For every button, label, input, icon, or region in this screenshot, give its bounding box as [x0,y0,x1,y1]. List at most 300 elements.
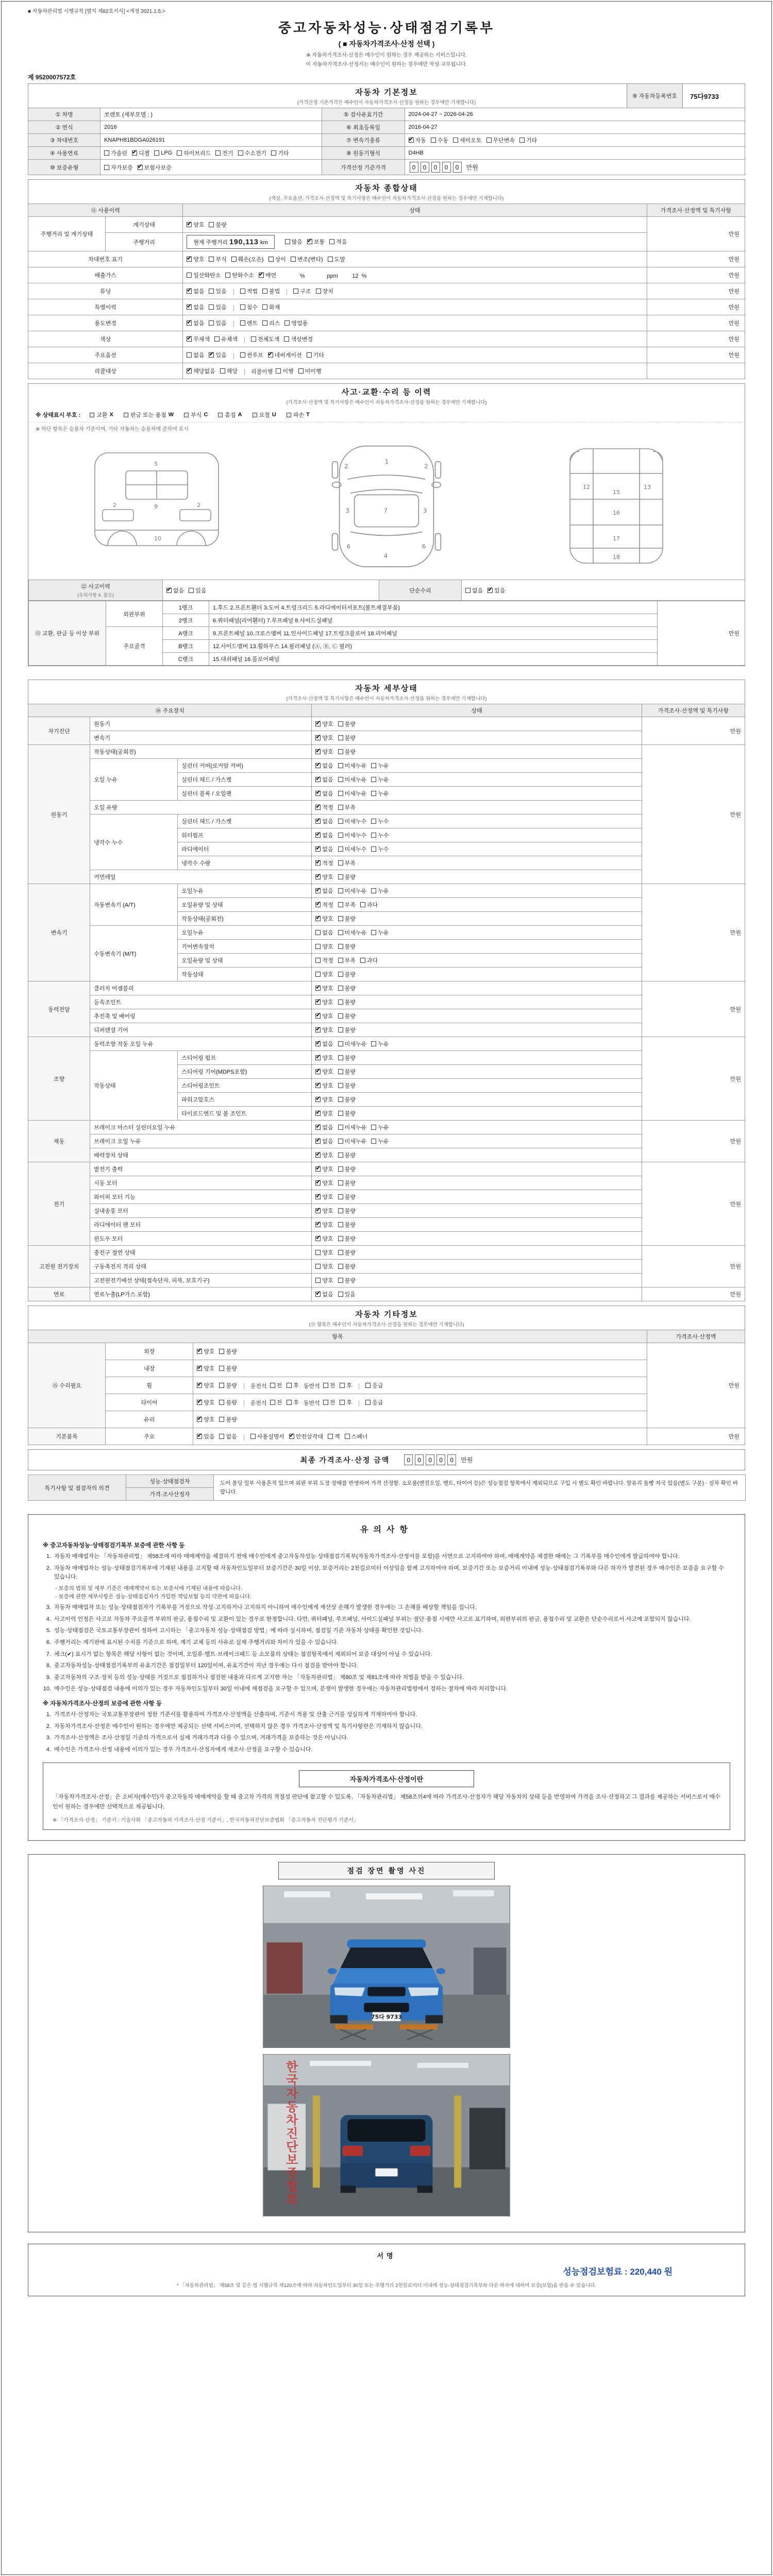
checkbox-option[interactable] [197,1432,214,1440]
checkbox-option[interactable] [291,255,323,263]
checkbox-icon[interactable] [268,257,274,262]
checkbox-option[interactable] [219,1398,237,1406]
checkbox-option[interactable] [338,914,356,923]
checkbox-icon[interactable] [270,1383,275,1388]
checkbox-icon[interactable] [338,1027,343,1032]
checkbox-option[interactable] [338,1262,356,1270]
checkbox-option[interactable] [219,1381,237,1389]
checkbox-icon[interactable] [338,1278,343,1283]
checkbox-icon[interactable] [315,944,321,949]
checkbox-icon[interactable] [338,888,343,893]
checkbox-option[interactable] [338,1109,356,1117]
checkbox-icon[interactable] [104,150,109,156]
checkbox-option[interactable] [371,887,389,895]
checkbox-option[interactable] [315,831,333,839]
checkbox-option[interactable] [197,1398,214,1406]
checkbox-option[interactable] [276,367,293,375]
checkbox-icon[interactable] [291,257,296,262]
checkbox-icon[interactable] [338,833,343,838]
checkbox-icon[interactable] [371,888,376,893]
checkbox-icon[interactable] [338,986,343,991]
checkbox-icon[interactable] [365,1383,371,1388]
checked-checkbox-icon[interactable] [289,1434,294,1439]
checkbox-option[interactable] [338,1123,367,1131]
checked-checkbox-icon[interactable] [488,588,493,593]
checkbox-icon[interactable] [240,289,245,294]
checked-checkbox-icon[interactable] [307,239,312,244]
checkbox-icon[interactable] [338,749,343,754]
checkbox-icon[interactable] [214,336,220,342]
checkbox-option[interactable] [315,734,333,742]
checkbox-option[interactable] [219,1347,237,1355]
checked-checkbox-icon[interactable] [315,805,321,810]
checkbox-option[interactable] [240,319,258,327]
checkbox-option[interactable] [187,221,204,229]
checkbox-option[interactable] [315,942,333,951]
checkbox-option[interactable] [329,238,347,246]
checkbox-option[interactable] [104,163,133,172]
checkbox-option[interactable] [340,1398,352,1406]
checked-checkbox-icon[interactable] [409,138,414,143]
checkbox-icon[interactable] [323,1383,328,1388]
checkbox-icon[interactable] [225,273,230,278]
checkbox-option[interactable] [338,761,367,770]
checkbox-option[interactable] [323,1381,335,1389]
checked-checkbox-icon[interactable] [315,1083,321,1088]
checkbox-icon[interactable] [338,1166,343,1172]
checkbox-icon[interactable] [365,1400,371,1405]
checkbox-option[interactable] [315,1262,333,1270]
checkbox-option[interactable] [338,1151,356,1159]
checkbox-option[interactable] [315,1290,333,1298]
checked-checkbox-icon[interactable] [187,222,192,227]
checkbox-option[interactable] [315,1193,333,1201]
checkbox-option[interactable] [315,748,333,756]
checkbox-icon[interactable] [315,1250,321,1255]
checked-checkbox-icon[interactable] [315,1013,321,1019]
checkbox-option[interactable] [338,720,356,728]
checked-checkbox-icon[interactable] [315,902,321,907]
checkbox-option[interactable] [219,1364,237,1372]
checkbox-icon[interactable] [323,1400,328,1405]
checked-checkbox-icon[interactable] [197,1434,202,1439]
checkbox-option[interactable] [371,831,389,839]
checkbox-option[interactable] [262,303,280,311]
checkbox-option[interactable] [315,761,333,770]
checkbox-icon[interactable] [287,1383,292,1388]
checked-checkbox-icon[interactable] [132,150,137,156]
checkbox-icon[interactable] [315,1264,321,1269]
checkbox-icon[interactable] [465,588,470,593]
checkbox-icon[interactable] [338,819,343,824]
checkbox-option[interactable] [138,163,172,172]
checkbox-icon[interactable] [209,289,214,294]
checkbox-icon[interactable] [220,368,225,374]
checkbox-option[interactable] [209,287,226,295]
checkbox-icon[interactable] [262,320,267,326]
checkbox-icon[interactable] [338,944,343,949]
checkbox-icon[interactable] [486,138,492,143]
checkbox-option[interactable] [338,1290,356,1298]
checkbox-option[interactable] [315,873,333,881]
checkbox-option[interactable] [371,775,389,784]
checkbox-icon[interactable] [219,1366,224,1371]
checkbox-option[interactable] [315,1054,333,1062]
checkbox-option[interactable] [315,970,333,978]
checkbox-icon[interactable] [293,289,298,294]
checkbox-option[interactable] [338,984,356,992]
checkbox-option[interactable] [315,789,333,798]
checkbox-option[interactable] [262,287,280,295]
checkbox-icon[interactable] [219,1383,224,1388]
checkbox-icon[interactable] [240,320,245,326]
checked-checkbox-icon[interactable] [315,1153,321,1158]
checkbox-icon[interactable] [328,1434,333,1439]
checkbox-icon[interactable] [338,958,343,963]
checkbox-option[interactable] [315,1151,333,1159]
checkbox-option[interactable] [315,1234,333,1243]
checkbox-option[interactable] [289,1432,323,1440]
checkbox-option[interactable] [338,734,356,742]
checkbox-icon[interactable] [338,860,343,866]
checkbox-option[interactable] [197,1381,214,1389]
checkbox-icon[interactable] [371,763,376,768]
checked-checkbox-icon[interactable] [315,749,321,754]
checkbox-option[interactable] [315,1207,333,1215]
checkbox-option[interactable] [251,335,280,343]
checkbox-icon[interactable] [338,1264,343,1269]
checkbox-option[interactable] [215,149,233,157]
checkbox-option[interactable] [132,149,149,157]
checkbox-option[interactable] [338,859,356,867]
checkbox-option[interactable] [154,150,172,156]
checkbox-option[interactable] [338,817,367,825]
checkbox-icon[interactable] [338,1153,343,1158]
checkbox-option[interactable] [197,1364,214,1372]
checkbox-icon[interactable] [338,763,343,768]
checkbox-icon[interactable] [338,777,343,782]
checkbox-option[interactable] [371,1040,389,1048]
checkbox-option[interactable] [453,136,482,144]
checkbox-icon[interactable] [262,304,267,310]
checkbox-option[interactable] [166,586,184,595]
checkbox-icon[interactable] [340,1400,345,1405]
checkbox-option[interactable] [338,831,367,839]
checkbox-icon[interactable] [338,1111,343,1116]
checked-checkbox-icon[interactable] [315,1180,321,1185]
checked-checkbox-icon[interactable] [315,777,321,782]
checkbox-option[interactable] [315,859,333,867]
checkbox-icon[interactable] [338,721,343,726]
checkbox-option[interactable] [338,1165,356,1173]
checkbox-icon[interactable] [371,833,376,838]
checkbox-option[interactable] [307,238,325,246]
checkbox-option[interactable] [338,1054,356,1062]
checked-checkbox-icon[interactable] [315,860,321,866]
checkbox-icon[interactable] [338,1097,343,1102]
checkbox-icon[interactable] [219,1417,224,1422]
checkbox-option[interactable] [225,271,254,279]
checkbox-option[interactable] [315,914,333,923]
checkbox-option[interactable] [338,789,367,798]
checkbox-icon[interactable] [338,1013,343,1019]
checkbox-option[interactable] [209,303,226,311]
checkbox-option[interactable] [315,1095,333,1104]
checked-checkbox-icon[interactable] [315,1055,321,1060]
checkbox-option[interactable] [209,319,226,327]
checkbox-option[interactable] [268,351,302,359]
checkbox-option[interactable] [431,136,448,144]
checked-checkbox-icon[interactable] [315,1097,321,1102]
checked-checkbox-icon[interactable] [197,1383,202,1388]
checkbox-icon[interactable] [177,150,182,156]
checked-checkbox-icon[interactable] [138,165,143,170]
checked-checkbox-icon[interactable] [315,735,321,740]
checkbox-icon[interactable] [431,138,436,143]
checkbox-icon[interactable] [371,819,376,824]
checkbox-option[interactable] [338,1081,356,1090]
checkbox-option[interactable] [268,255,286,263]
checkbox-option[interactable] [345,1432,368,1440]
checkbox-option[interactable] [338,775,367,784]
checkbox-option[interactable] [270,1381,282,1389]
checkbox-option[interactable] [338,1221,356,1229]
checkbox-icon[interactable] [371,1139,376,1144]
checked-checkbox-icon[interactable] [315,1069,321,1074]
checkbox-option[interactable] [338,1095,356,1104]
checkbox-icon[interactable] [315,972,321,977]
checkbox-icon[interactable] [338,1041,343,1046]
checkbox-option[interactable] [316,287,333,295]
checkbox-icon[interactable] [338,735,343,740]
checkbox-option[interactable] [338,803,356,811]
checkbox-icon[interactable] [338,1083,343,1088]
checkbox-icon[interactable] [338,1125,343,1130]
checked-checkbox-icon[interactable] [259,273,264,278]
checkbox-option[interactable] [287,1381,299,1389]
checked-checkbox-icon[interactable] [315,721,321,726]
checkbox-option[interactable] [315,1248,333,1257]
checked-checkbox-icon[interactable] [315,1041,321,1046]
checkbox-icon[interactable] [209,257,214,262]
checkbox-icon[interactable] [307,352,312,358]
checkbox-option[interactable] [365,1381,383,1389]
checkbox-option[interactable] [371,1137,389,1145]
checked-checkbox-icon[interactable] [315,1222,321,1227]
checkbox-option[interactable] [486,136,515,144]
checked-checkbox-icon[interactable] [315,874,321,879]
checkbox-option[interactable] [323,1398,335,1406]
checkbox-icon[interactable] [189,588,194,593]
checkbox-icon[interactable] [338,1236,343,1241]
checked-checkbox-icon[interactable] [187,368,192,374]
checkbox-option[interactable] [315,1179,333,1187]
checkbox-option[interactable] [338,901,356,909]
checkbox-option[interactable] [338,956,356,964]
checkbox-option[interactable] [371,817,389,825]
checkbox-option[interactable] [240,303,258,311]
checkbox-option[interactable] [409,136,426,144]
checkbox-option[interactable] [328,1432,340,1440]
checkbox-icon[interactable] [371,791,376,796]
checkbox-option[interactable] [315,1026,333,1034]
checkbox-option[interactable] [338,1067,356,1076]
checked-checkbox-icon[interactable] [187,336,192,342]
checkbox-option[interactable] [209,351,226,359]
checked-checkbox-icon[interactable] [315,1125,321,1130]
checkbox-option[interactable] [338,1040,367,1048]
checkbox-option[interactable] [338,942,356,951]
checkbox-option[interactable] [338,887,367,895]
checkbox-option[interactable] [187,319,204,327]
checked-checkbox-icon[interactable] [315,763,321,768]
checkbox-icon[interactable] [231,257,237,262]
checked-checkbox-icon[interactable] [315,916,321,921]
checkbox-icon[interactable] [219,1434,224,1439]
checkbox-option[interactable] [231,255,264,263]
checkbox-icon[interactable] [329,239,334,244]
checkbox-option[interactable] [338,1026,356,1034]
checkbox-option[interactable] [262,319,280,327]
checkbox-option[interactable] [338,1234,356,1243]
checkbox-icon[interactable] [271,150,276,156]
checkbox-option[interactable] [285,238,303,246]
checked-checkbox-icon[interactable] [209,352,214,358]
checkbox-icon[interactable] [284,320,290,326]
checkbox-option[interactable] [315,1221,333,1229]
checkbox-icon[interactable] [285,239,290,244]
checkbox-option[interactable] [104,149,127,157]
checkbox-option[interactable] [315,901,333,909]
checkbox-option[interactable] [360,956,378,964]
checkbox-option[interactable] [197,1415,214,1423]
checkbox-icon[interactable] [338,1069,343,1074]
checkbox-icon[interactable] [187,273,192,278]
checked-checkbox-icon[interactable] [187,257,192,262]
checkbox-option[interactable] [315,817,333,825]
checkbox-icon[interactable] [187,352,192,358]
checkbox-icon[interactable] [270,1400,275,1405]
checkbox-icon[interactable] [215,150,221,156]
checkbox-option[interactable] [315,1109,333,1117]
checkbox-icon[interactable] [338,1194,343,1199]
checkbox-option[interactable] [315,1165,333,1173]
checkbox-option[interactable] [197,1347,214,1355]
checkbox-option[interactable] [519,136,537,144]
checkbox-icon[interactable] [338,1139,343,1144]
checkbox-option[interactable] [465,586,483,595]
checkbox-icon[interactable] [298,368,304,374]
checkbox-icon[interactable] [338,902,343,907]
checked-checkbox-icon[interactable] [197,1400,202,1405]
checkbox-option[interactable] [338,998,356,1006]
checked-checkbox-icon[interactable] [268,352,273,358]
checked-checkbox-icon[interactable] [315,1166,321,1172]
checkbox-icon[interactable] [219,1400,224,1405]
checkbox-icon[interactable] [209,320,214,326]
checkbox-option[interactable] [315,984,333,992]
checkbox-option[interactable] [187,287,204,295]
checkbox-option[interactable] [371,761,389,770]
checkbox-option[interactable] [250,1432,284,1440]
checkbox-option[interactable] [315,720,333,728]
checkbox-icon[interactable] [360,958,365,963]
checkbox-icon[interactable] [315,958,321,963]
checkbox-option[interactable] [270,1398,282,1406]
checked-checkbox-icon[interactable] [187,320,192,326]
checkbox-option[interactable] [315,1040,333,1048]
checkbox-option[interactable] [219,1415,237,1423]
checkbox-icon[interactable] [209,222,214,227]
checkbox-icon[interactable] [154,150,159,156]
checkbox-icon[interactable] [338,999,343,1005]
checkbox-icon[interactable] [338,805,343,810]
checkbox-option[interactable] [371,789,389,798]
checkbox-icon[interactable] [338,1292,343,1297]
checkbox-option[interactable] [315,1137,333,1145]
checkbox-icon[interactable] [209,304,214,310]
checkbox-option[interactable] [338,928,367,937]
checked-checkbox-icon[interactable] [315,791,321,796]
checkbox-option[interactable] [315,998,333,1006]
checkbox-option[interactable] [338,1193,356,1201]
checkbox-option[interactable] [315,1067,333,1076]
checkbox-option[interactable] [187,335,210,343]
checkbox-option[interactable] [338,1179,356,1187]
checkbox-icon[interactable] [238,150,243,156]
checkbox-icon[interactable] [316,289,321,294]
checkbox-option[interactable] [293,287,311,295]
checked-checkbox-icon[interactable] [197,1349,202,1354]
checkbox-option[interactable] [315,956,333,964]
checkbox-option[interactable] [315,887,333,895]
checkbox-icon[interactable] [338,1180,343,1185]
checkbox-icon[interactable] [371,1041,376,1046]
checkbox-icon[interactable] [284,336,289,342]
checkbox-option[interactable] [284,335,313,343]
checkbox-icon[interactable] [338,1208,343,1213]
checkbox-option[interactable] [338,1207,356,1215]
checkbox-icon[interactable] [371,930,376,935]
checkbox-option[interactable] [287,1398,299,1406]
checkbox-option[interactable] [338,1012,356,1020]
checkbox-option[interactable] [307,351,324,359]
checkbox-option[interactable] [259,271,276,279]
checkbox-option[interactable] [315,803,333,811]
checkbox-option[interactable] [365,1398,383,1406]
checked-checkbox-icon[interactable] [315,819,321,824]
checked-checkbox-icon[interactable] [197,1417,202,1422]
checkbox-icon[interactable] [315,930,321,935]
checkbox-option[interactable] [315,775,333,784]
checked-checkbox-icon[interactable] [187,289,192,294]
checked-checkbox-icon[interactable] [315,986,321,991]
checked-checkbox-icon[interactable] [315,1208,321,1213]
checkbox-option[interactable] [338,748,356,756]
checkbox-option[interactable] [338,1276,356,1284]
checkbox-icon[interactable] [338,846,343,852]
checkbox-option[interactable] [371,845,389,853]
checkbox-icon[interactable] [340,1383,345,1388]
checkbox-icon[interactable] [453,138,458,143]
checkbox-icon[interactable] [360,902,365,907]
checkbox-icon[interactable] [219,1349,224,1354]
checkbox-option[interactable] [360,901,378,909]
checkbox-icon[interactable] [251,336,256,342]
checkbox-option[interactable] [371,1123,389,1131]
checked-checkbox-icon[interactable] [315,1111,321,1116]
checkbox-icon[interactable] [371,846,376,852]
